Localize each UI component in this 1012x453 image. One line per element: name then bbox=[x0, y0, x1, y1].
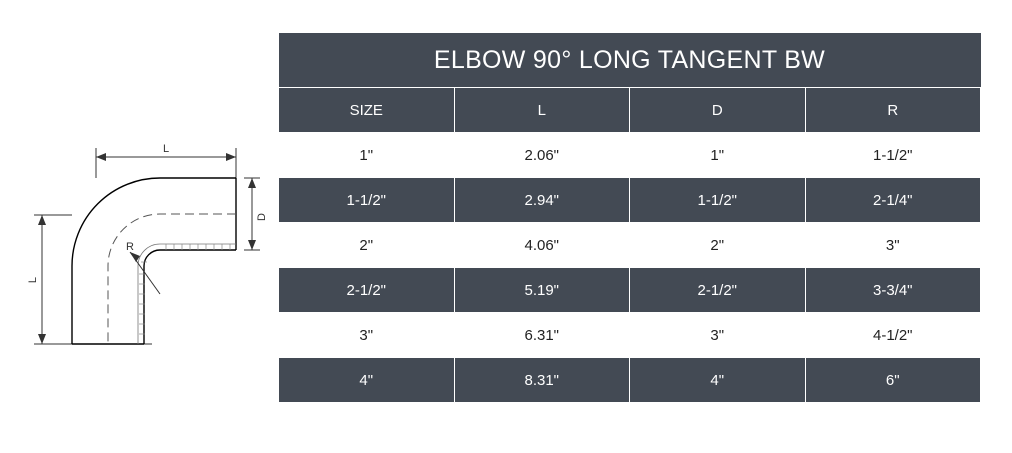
cell-l: 8.31" bbox=[454, 358, 630, 403]
column-header-d: D bbox=[630, 88, 806, 133]
cell-size: 1" bbox=[279, 133, 455, 178]
cell-size: 1-1/2" bbox=[279, 178, 455, 223]
cell-r: 2-1/4" bbox=[805, 178, 981, 223]
table-title-row bbox=[279, 33, 981, 88]
cell-size: 4" bbox=[279, 358, 455, 403]
cell-l: 4.06" bbox=[454, 223, 630, 268]
table-row bbox=[279, 268, 981, 313]
elbow-diagram bbox=[0, 0, 278, 453]
cell-size: 2" bbox=[279, 223, 455, 268]
elbow-outline bbox=[72, 178, 236, 344]
spec-table-body bbox=[279, 33, 981, 403]
cell-r: 4-1/2" bbox=[805, 313, 981, 358]
spec-table-container bbox=[278, 33, 981, 403]
centerline bbox=[108, 214, 236, 344]
cell-l: 5.19" bbox=[454, 268, 630, 313]
cell-d: 1-1/2" bbox=[630, 178, 806, 223]
cell-d: 3" bbox=[630, 313, 806, 358]
cell-l: 6.31" bbox=[454, 313, 630, 358]
table-row bbox=[279, 358, 981, 403]
label-radius: R bbox=[126, 241, 134, 253]
cell-size: 3" bbox=[279, 313, 455, 358]
cell-l: 2.94" bbox=[454, 178, 630, 223]
page-title: ELBOW 90° LONG TANGENT BW bbox=[279, 33, 981, 88]
cell-r: 3" bbox=[805, 223, 981, 268]
label-diameter: D bbox=[256, 213, 268, 221]
cell-l: 2.06" bbox=[454, 133, 630, 178]
table-row bbox=[279, 313, 981, 358]
cell-d: 2-1/2" bbox=[630, 268, 806, 313]
cell-d: 1" bbox=[630, 133, 806, 178]
label-top-length: L bbox=[162, 143, 170, 155]
elbow-hatch-band bbox=[138, 244, 236, 344]
table-row bbox=[279, 178, 981, 223]
column-header-size: SIZE bbox=[279, 88, 455, 133]
cell-r: 3-3/4" bbox=[805, 268, 981, 313]
dimension-side-length bbox=[34, 215, 152, 344]
cell-r: 1-1/2" bbox=[805, 133, 981, 178]
column-header-l: L bbox=[454, 88, 630, 133]
cell-size: 2-1/2" bbox=[279, 268, 455, 313]
label-side-length: L bbox=[27, 276, 39, 284]
radius-leader bbox=[130, 252, 160, 294]
dimension-top-length bbox=[96, 148, 236, 250]
table-row bbox=[279, 133, 981, 178]
spec-table bbox=[278, 33, 981, 403]
table-header-row bbox=[279, 88, 981, 133]
cell-r: 6" bbox=[805, 358, 981, 403]
column-header-r: R bbox=[805, 88, 981, 133]
cell-d: 2" bbox=[630, 223, 806, 268]
cell-d: 4" bbox=[630, 358, 806, 403]
table-row bbox=[279, 223, 981, 268]
